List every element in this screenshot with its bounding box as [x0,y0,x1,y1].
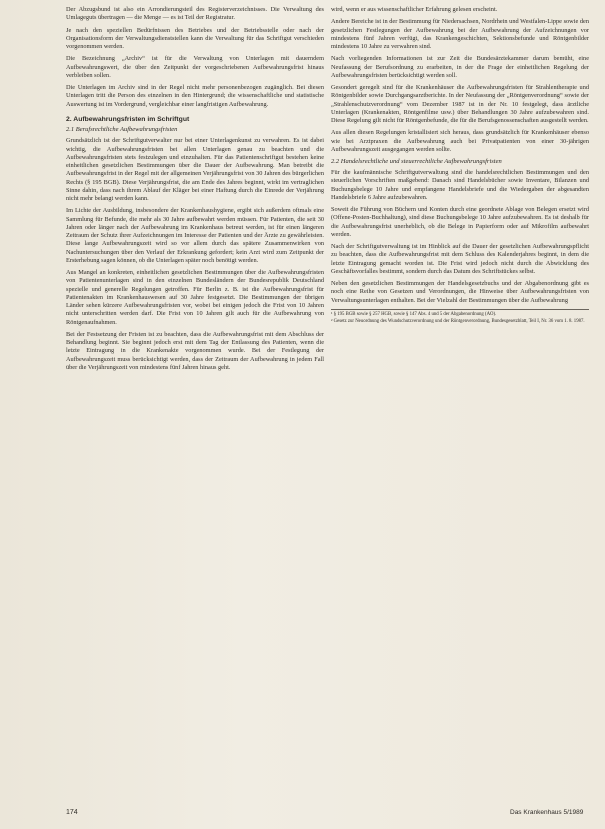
paragraph: Der Abzugsbund ist also ein Arrondierungsteil des Registerverzeichnisses. Die Verwaltung des Umlageguts übertragen — die Menge — es ist Teil der Registratur. [66,6,324,22]
paragraph: Für die kaufmännische Schriftgutverwaltung sind die handelsrechtlichen Bestimmungen und den steuerlichen Vorschriften maßgebend: Danach sind Handelsbücher sowie Inventare, Bilanzen und Buchungsbelege 10 Jahre und empfangene Handelsbriefe und die Wiedergaben der abgesandten Handelsbriefe 6 Jahre aufzubewahren. [331,169,589,201]
journal-title: Das Krankenhaus 5/1989 [510,809,584,816]
left-column [66,6,324,376]
paragraph: Aus Mangel an konkreten, einheitlichen gesetzlichen Bestimmungen über die Aufbewahrungsfristen von Patientenunterlagen sind in den einzelnen Bundesländern der Bundesrepublik Deutschland spezielle und generelle Regelungen getroffen. Für Berlin z. B. ist die Aufbewahrungsfrist für Patientenakten im Krankenhauswesen auf 30 Jahre festgesetzt. Die Bestimmungen der übrigen Länder sehen kürzere Aufbewahrungsfristen vor, wobei bei einigen jedoch die Frist von 10 Jahren nicht unterschritten werden darf. Die Frist von 10 Jahren gilt auch für die Aufbewahrung von Röntgenaufnahmen. [66,269,324,326]
paragraph: Die Bezeichnung „Archiv“ ist für die Verwaltung von Unterlagen mit dauerndem Aufbewahrungswert, die über den Zeitpunkt der vorgeschriebenen Aufbewahrungsfrist hinaus verbleiben sollen. [66,55,324,79]
right-column [331,6,589,326]
paragraph: Aus allen diesen Regelungen kristallisiert sich heraus, dass grundsätzlich für Krankenhäuser ebenso wie bei Arztpraxen die Aufbewahrung auch bei Privatpatienten von einer 30-jährigen Aufbewahrungszeit ausgegangen werden sollte. [331,129,589,153]
paragraph: Soweit die Führung von Büchern und Konten durch eine geordnete Ablage von Belegen ersetzt wird (Offene-Posten-Buchhaltung), sind diese Buchungsbelege 10 Jahre aufzubewahren. Es ist deshalb für die Aufbewahrungsfrist unerheblich, ob die Belege in Papierform oder auf Mikrofilm aufbewahrt werden. [331,206,589,238]
subsection-heading: 2.1 Berufsrechtliche Aufbewahrungsfristen [66,126,178,134]
paragraph: Je nach den speziellen Bedürfnissen des Betriebes und der Betriebsstelle oder nach der Organisationsform der Verwaltungsdienststellen kann die Verwaltung für das Schriftgut verschieden vorgenommen werden. [66,26,324,50]
footnote: ² Gesetz zur Neuordnung des Wundschutzverordnung und der Röntgenverordnung, Bundesgesetzblatt, Teil I, Nr. 36 vom 1. 8. 1987. [331,318,585,324]
paragraph: wird, wenn er aus wissenschaftlicher Erfahrung gelesen erscheint. [331,6,498,13]
paragraph: Bei der Festsetzung der Fristen ist zu beachten, dass die Aufbewahrungsfrist mit dem Abschluss der Behandlung beginnt. Sie beginnt jedoch erst mit dem Tag der Entlassung des Patienten, wenn die letzte Eintragung in die Krankenakte vorgenommen wurde. Bei der Festlegung der Aufbewahrungszeit muss berücksichtigt werden, dass der Zeitraum der Aufbewahrung in jedem Fall über die Verjährungszeit von mindestens fünf Jahren hinaus geht. [66,330,324,371]
paragraph: Im Lichte der Ausbildung, insbesondere der Krankenhaushygiene, ergibt sich außerdem oftmals eine Sammlung für Befunde, die mehr als 30 Jahre aufbewahrt werden müssen. Für Patienten, die seit 30 Jahren oder länger nach der Aufbewahrung im Krankenhaus betreut werden, ist für einen längeren Zeitraum der Schutz ihrer Aufzeichnungen im Interesse der Patienten und der Ärzte zu gewährleisten. Diese lange Aufbewahrungszeit wird so vor allem durch das spätere Zusammenwirken von Nachuntersuchungen über den Verlauf der Erkrankung gefordert; kein Arzt wird zum Zeitpunkt der Ersterhebung sagen können, ob die Unterlagen später noch benötigt werden. [66,207,324,264]
footnotes [331,309,589,325]
paragraph: Grundsätzlich ist der Schriftgutverwalter nur bei einer Unterlagenkunst zu verwahren. Es ist dabei wichtig, die Aufbewahrungsfristen bei allen Unterlagen genau zu beachten und die Aufbewahrungsfristen stets festzulegen und einzuhalten. Für das Patientenschriftgut bestehen keine einheitlichen gesetzlichen Bestimmungen über die Dauer der Aufbewahrung. Man betreibt die Aufbewahrungsfrist in der Regel mit der allgemeinen Verjährungsfrist von 30 Jahren des bürgerlichen Rechts (§ 195 BGB). Diese Verjährungsfrist, die am Ende des Jahres beginnt, wirkt im vertraglichen Sinne dahin, dass nach ihrem Ablauf der Kläger bei einer Haftung durch die Einrede der Verjährung nicht mehr belangt werden kann. [66,137,324,203]
paragraph: Nach der Schriftgutverwaltung ist im Hinblick auf die Dauer der gesetzlichen Aufbewahrungspflicht zu beachten, dass die Aufbewahrungsfrist mit dem Schluss des Kalenderjahres beginnt, in dem die letzte Eintragung gemacht worden ist. Die Frist wird jedoch nicht durch die Abwicklung des Geschäftsvorfalles bestimmt, sondern durch das Datum des Schriftstückes selbst. [331,243,589,275]
paragraph: Gesondert geregelt sind für die Krankenhäuser die Aufbewahrungsfristen für Strahlentherapie und Röntgenbilder sowie Durchgangsarztberichte. In der Neufassung der „Röntgenverordnung“ sowie der „Strahlenschutzverordnung“ vom Dezember 1987 ist in der Nr. 10 festgelegt, dass ärztliche Unterlagen (Krankenakten, Röntgenfilme usw.) über Behandlungen 30 Jahre aufzubewahren sind. Diese Regelung gilt nicht für Röntgenbefunde, die für die Berufsgenossenschaften ausgestellt werden. [331,84,589,124]
paragraph: Die Unterlagen im Archiv sind in der Regel nicht mehr personenbezogen zugänglich. Bei diesen Unterlagen tritt die Person des einzelnen in den Hintergrund; die wissenschaftliche und statistische Auswertung ist im Vordergrund, vergleichbar einer langfristigen Aufbewahrung. [66,84,324,108]
subsection-heading: 2.2 Handelsrechtliche und steuerrechtliche Aufbewahrungsfristen [331,158,502,165]
paragraph: Andere Bereiche ist in der Bestimmung für Niedersachsen, Nordrhein und Westfalen-Lippe sowie den gesetzlichen Festlegungen der Aufbewahrung bei der Aufbewahrung der Aufzeichnungen vor mindestens fünf Jahren verfügt, das Krankengeschichten, Sektionsbefunde und Röntgenbilder mindestens 10 Jahre zu verwahren sind. [331,18,589,50]
paragraph: Nach vorliegenden Informationen ist zur Zeit die Bundesärztekammer darum bemüht, eine Neufassung der Berufsordnung zu erarbeiten, in der die Frage der einheitlichen Regelung der Aufbewahrungsfristen berücksichtigt werden soll. [331,55,589,79]
section-heading: 2. Aufbewahrungsfristen im Schriftgut [66,115,190,123]
footnote: ¹ § 195 BGB sowie § 257 HGB, sowie § 147 Abs. 4 und 5 der Abgabenordnung (AO). [331,311,497,317]
paragraph: Neben den gesetzlichen Bestimmungen der Handelsgesetzbuchs und der Abgabenordnung gibt es noch eine Reihe von Gesetzen und Verordnungen, die Hinweise über Aufbewahrungsfristen von Verwaltungsunterlagen enthalten. Bei der Vielzahl der Bestimmungen über die Aufbewahrung [331,280,589,304]
page-number: 174 [66,809,78,816]
